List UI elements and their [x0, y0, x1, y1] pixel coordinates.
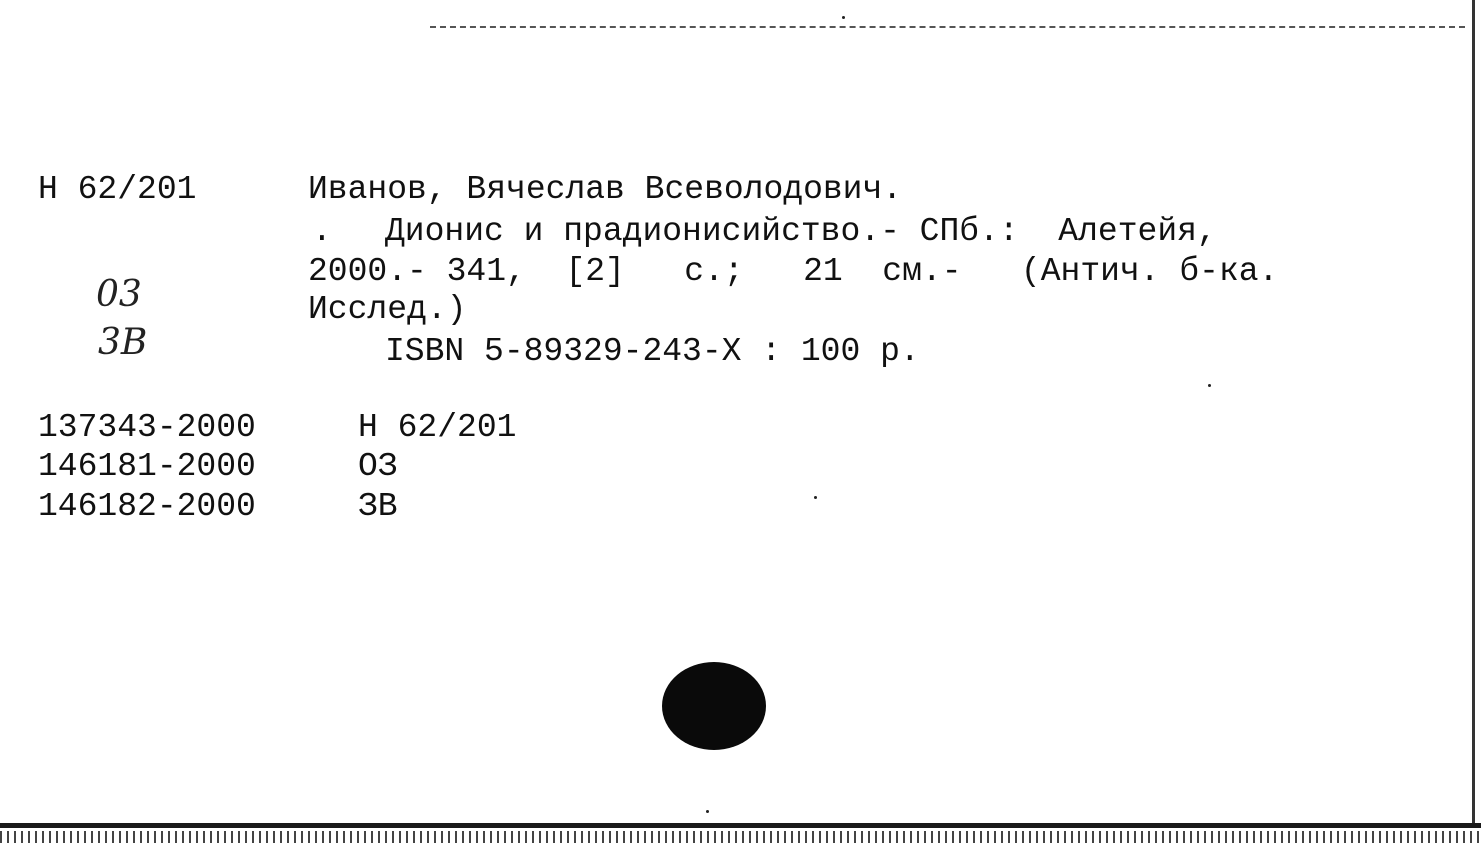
- title-line-3: Исслед.): [308, 291, 467, 328]
- speck: [1208, 384, 1211, 387]
- handwritten-note-2: 3В: [98, 322, 148, 363]
- speck: [842, 16, 845, 19]
- bottom-edge-line: [0, 823, 1481, 828]
- holding-inventory: 146181-2000: [38, 448, 256, 485]
- bottom-scan-noise: [0, 831, 1481, 843]
- punch-hole: [662, 662, 766, 750]
- holding-inventory: 137343-2000: [38, 409, 256, 446]
- holding-location: ОЗ: [358, 448, 398, 485]
- top-edge-line: [430, 26, 1465, 28]
- handwritten-note-1: 03: [96, 274, 142, 315]
- shelfmark: Н 62/201: [38, 171, 197, 208]
- isbn-line: ISBN 5-89329-243-X : 100 р.: [385, 333, 920, 370]
- title-line-1: Дионис и прадионисийство.- СПб.: Алетейя,: [385, 213, 1217, 250]
- holding-location: Н 62/201: [358, 409, 517, 446]
- holding-inventory: 146182-2000: [38, 488, 256, 525]
- speck: [814, 496, 817, 499]
- speck: [706, 810, 709, 813]
- holding-location: ЗВ: [358, 488, 398, 525]
- right-edge-line: [1472, 0, 1475, 828]
- title-line-2: 2000.- 341, [2] с.; 21 см.- (Антич. б-ка.: [308, 253, 1279, 290]
- author-heading: Иванов, Вячеслав Всеволодович.: [308, 171, 903, 208]
- title-dot: .: [312, 213, 332, 250]
